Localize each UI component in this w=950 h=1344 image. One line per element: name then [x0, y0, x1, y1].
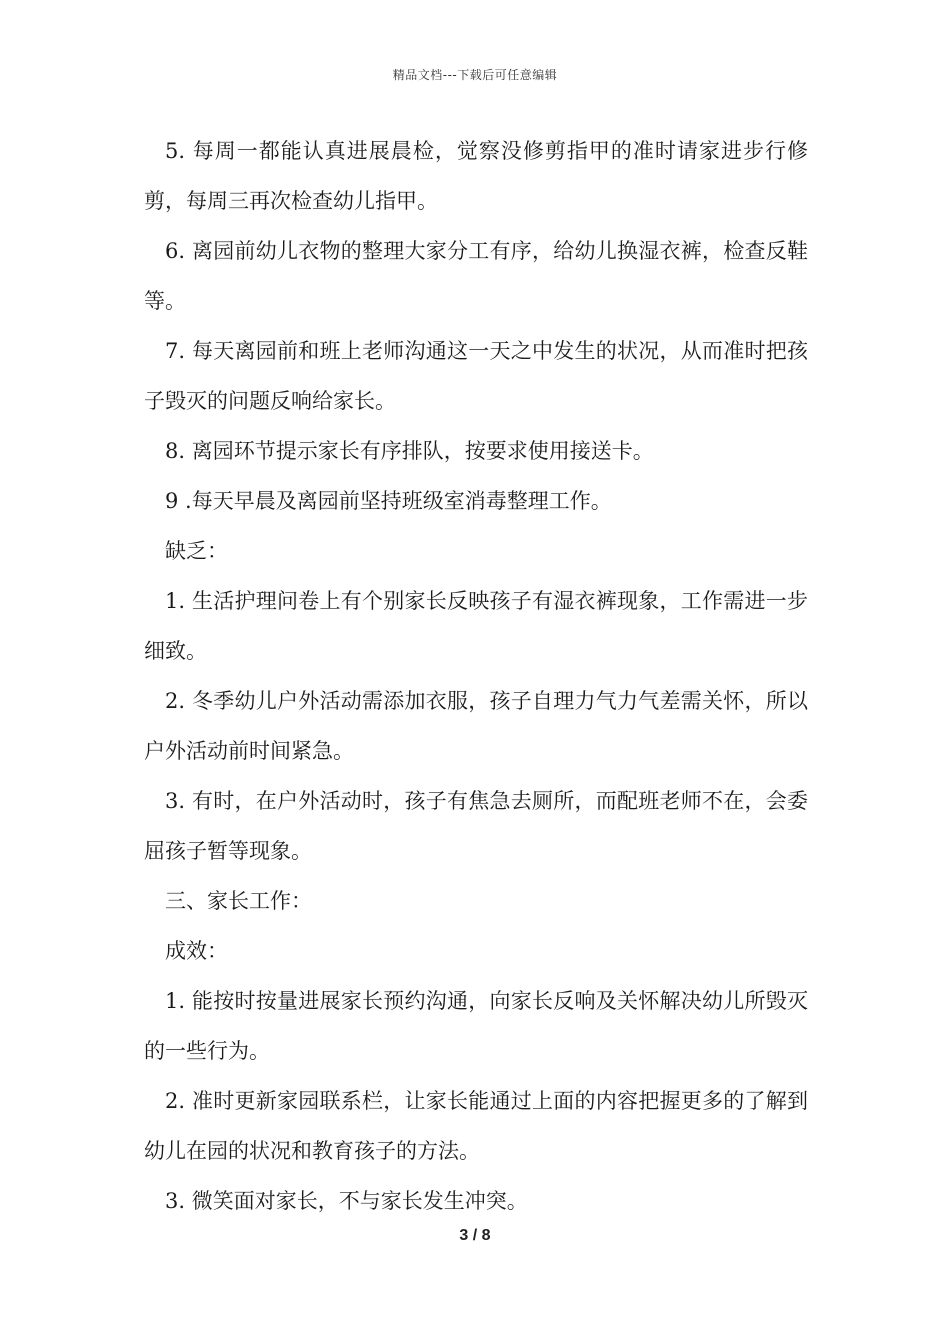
paragraph: 8. 离园环节提示家长有序排队，按要求使用接送卡。	[165, 439, 654, 463]
paragraph: 3. 有时，在户外活动时，孩子有焦急去厕所，而配班老师不在，会委屈孩子暂等现象。	[144, 789, 808, 863]
paragraph: 1. 能按时按量进展家长预约沟通，向家长反响及关怀解决幼儿所毁灭的一些行为。	[144, 989, 808, 1063]
page-number: 3 / 8	[459, 1227, 491, 1244]
paragraph: 3. 微笑面对家长，不与家长发生冲突。	[165, 1189, 528, 1213]
section-heading-parent-work: 三、家长工作：	[165, 889, 312, 913]
paragraph: 6. 离园前幼儿衣物的整理大家分工有序，给幼儿换湿衣裤，检查反鞋等。	[144, 239, 808, 313]
section-label-deficiency: 缺乏：	[165, 539, 228, 563]
paragraph: 2. 冬季幼儿户外活动需添加衣服，孩子自理力气力气差需关怀，所以户外活动前时间紧急。	[144, 689, 808, 763]
paragraph: 9 .每天早晨及离园前坚持班级室消毒整理工作。	[165, 489, 612, 513]
section-label-results: 成效：	[165, 939, 228, 963]
page-header: 精品文档---下载后可任意编辑	[392, 68, 558, 82]
document-body	[144, 126, 808, 1226]
paragraph: 1. 生活护理问卷上有个别家长反映孩子有湿衣裤现象，工作需进一步细致。	[144, 589, 808, 663]
paragraph: 5. 每周一都能认真进展晨检，觉察没修剪指甲的准时请家进步行修剪，每周三再次检查幼儿指甲。	[144, 139, 808, 213]
paragraph: 2. 准时更新家园联系栏，让家长能通过上面的内容把握更多的了解到幼儿在园的状况和教育孩子的方法。	[144, 1089, 808, 1163]
paragraph: 7. 每天离园前和班上老师沟通这一天之中发生的状况，从而准时把孩子毁灭的问题反响给家长。	[144, 339, 808, 413]
